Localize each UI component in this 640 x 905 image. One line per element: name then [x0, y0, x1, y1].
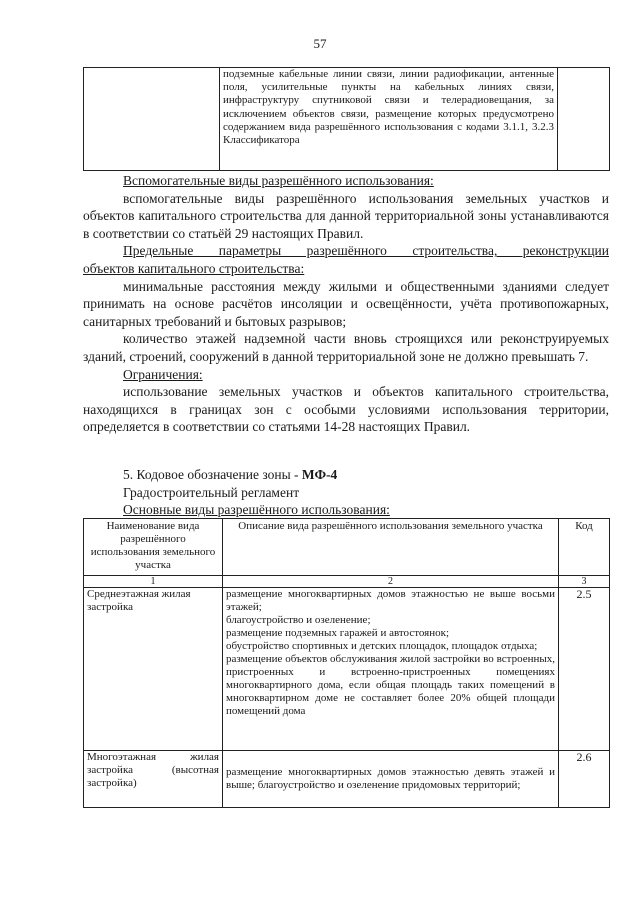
description-line: размещение объектов обслуживания жилой застройки во встроенных, пристроенных и встроенно-пристроенных помещениях многоквартирного дома, если общая площадь таких помещений в многоквартирном доме не составляет более 20% общей площади помещений дома — [226, 653, 555, 717]
document-body — [83, 172, 609, 436]
restrictions-text: использование земельных участков и объектов капитального строительства, находящихся в границах зон с особыми условиями использования территории, определяется в соответствии со статьями 14-28 настоящих Правил. — [83, 384, 609, 435]
zone-section — [123, 466, 390, 519]
limits-paragraph-1: минимальные расстояния между жилыми и общественными зданиями следует принимать на основе расчётов инсоляции и освещённости, учёта противопожарных, санитарных требований и бытовых разрывов; — [83, 278, 609, 329]
table-row — [84, 68, 610, 171]
description-line: размещение многоквартирных домов этажностью не выше восьми этажей; — [226, 588, 555, 613]
column-number-row — [84, 576, 610, 588]
aux-heading: Вспомогательные виды разрешённого использования: — [123, 173, 434, 188]
table-header-row — [84, 519, 610, 576]
limits-paragraph-2: количество этажей надземной части вновь строящихся или реконструируемых зданий, строений, сооружений в данной территориальной зоне не должно превышать 7. — [83, 331, 609, 364]
aux-text: вспомогательные виды разрешённого использования земельных участков и объектов капитального строительства для данной территориальной зоны устанавливаются в соответствии со статьёй 29 настоящих Правил. — [83, 190, 609, 241]
table-row — [84, 588, 610, 751]
top-table — [83, 67, 610, 171]
header-code: Код — [559, 519, 610, 576]
zone-title — [123, 466, 390, 484]
zone-reglament: Градостроительный регламент — [123, 484, 300, 500]
row-name: Среднеэтажная жилая застройка — [84, 588, 223, 751]
page-number: 57 — [313, 36, 327, 51]
header-description: Описание вида разрешённого использования земельного участка — [223, 519, 559, 576]
column-number: 1 — [84, 576, 223, 588]
restrictions-heading: Ограничения: — [123, 366, 203, 382]
table-row — [84, 751, 610, 808]
limits-heading-line2: объектов капитального строительства: — [83, 260, 305, 276]
header-name: Наименование вида разрешённого использования земельного участка — [84, 519, 223, 576]
row-name: Многоэтажная жилая застройка (высотная застройка) — [84, 751, 223, 808]
limits-heading-line1: Предельные параметры разрешённого строительства, реконструкции — [123, 243, 609, 259]
zone-main-heading: Основные виды разрешённого использования: — [123, 502, 390, 518]
main-table — [83, 518, 610, 808]
column-number: 2 — [223, 576, 559, 588]
row-code: 2.6 — [559, 751, 610, 808]
description-line: размещение подземных гаражей и автостоянок; — [226, 627, 449, 639]
table-cell-name — [84, 68, 220, 171]
zone-code: МФ-4 — [301, 467, 338, 482]
description-line: благоустройство и озеленение; — [226, 614, 371, 626]
description-line: размещение многоквартирных домов этажностью девять этажей и выше; благоустройство и озеленение придомовых территорий; — [226, 766, 555, 791]
row-description — [223, 751, 559, 808]
row-code: 2.5 — [559, 588, 610, 751]
row-description — [223, 588, 559, 751]
table-cell-description: подземные кабельные линии связи, линии радиофикации, антенные поля, усилительные пункты на кабельных линиях связи, инфраструктуру спутниковой связи и телерадиовещания, за исключением объектов связи, размещение которых предусмотрено содержанием вида разрешённого использования с кодами 3.1.1, 3.2.3 Классификатора — [220, 68, 558, 171]
zone-title-prefix: 5. Кодовое обозначение зоны - — [123, 467, 302, 482]
table-cell-code — [558, 68, 610, 171]
description-line: обустройство спортивных и детских площадок, площадок отдыха; — [226, 640, 538, 652]
column-number: 3 — [559, 576, 610, 588]
